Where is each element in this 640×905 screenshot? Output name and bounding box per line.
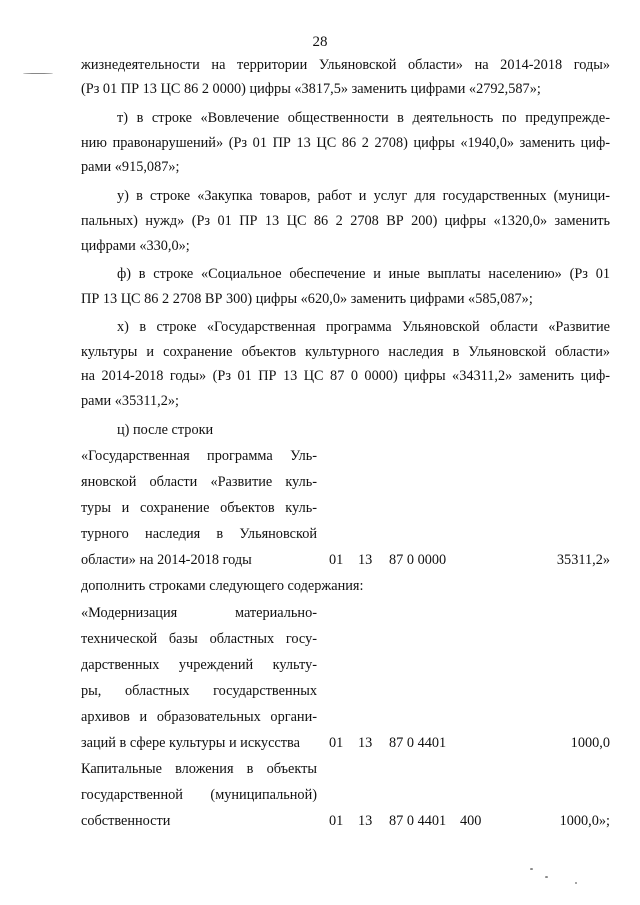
table-row-name-line: государственной (муниципальной): [81, 787, 317, 803]
scan-speck: [545, 876, 548, 878]
table-row-name-line: туры и сохранение объектов куль-: [81, 500, 317, 516]
paragraph-line: рами «35311,2»;: [81, 393, 179, 409]
paragraph-line: т) в строке «Вовлечение общественности в деятельность по предупрежде-: [117, 110, 610, 126]
table-row-name-line: «Модернизация материально-: [81, 605, 317, 621]
scan-speck: [23, 73, 53, 74]
table-cell-pr: 13: [358, 735, 373, 751]
paragraph-line: (Рз 01 ПР 13 ЦС 86 2 0000) цифры «3817,5» заменить цифрами «2792,587»;: [81, 81, 541, 97]
table-row-name-line: ры, областных государственных: [81, 683, 317, 699]
paragraph-line: на 2014-2018 годы» (Рз 01 ПР 13 ЦС 87 0 0000) цифры «34311,2» заменить циф-: [81, 368, 610, 384]
table-cell-cs: 87 0 4401: [389, 735, 447, 751]
table-row-name-line: Капитальные вложения в объекты: [81, 761, 317, 777]
table-cell-rz: 01: [329, 735, 344, 751]
table-row-name-line: яновской области «Развитие куль-: [81, 474, 317, 490]
scan-speck: [530, 868, 533, 870]
table-cell-pr: 13: [358, 552, 373, 568]
paragraph-line: ПР 13 ЦС 86 2 2708 ВР 300) цифры «620,0» заменить цифрами «585,087»;: [81, 291, 533, 307]
table-cell-pr: 13: [358, 813, 373, 829]
paragraph-line: х) в строке «Государственная программа Ульяновской области «Развитие: [117, 319, 610, 335]
table-row-name-line: дарственных учреждений культу-: [81, 657, 317, 673]
table-row-name-line: заций в сфере культуры и искусства: [81, 735, 300, 751]
paragraph-line: дополнить строками следующего содержания:: [81, 578, 364, 594]
table-cell-rz: 01: [329, 552, 344, 568]
paragraph-line: рами «915,087»;: [81, 159, 180, 175]
paragraph-line: ц) после строки: [117, 422, 214, 438]
table-row-name-line: области» на 2014-2018 годы: [81, 552, 252, 568]
table-cell-rz: 01: [329, 813, 344, 829]
paragraph-line: культуры и сохранение объектов культурного наследия в Ульяновской области»: [81, 344, 610, 360]
table-cell-vr: 400: [460, 813, 482, 829]
table-row-name-line: турного наследия в Ульяновской: [81, 526, 317, 542]
paragraph-line: жизнедеятельности на территории Ульяновской области» на 2014-2018 годы»: [81, 57, 610, 73]
table-row-name-line: технической базы областных госу-: [81, 631, 317, 647]
table-cell-cs: 87 0 0000: [389, 552, 447, 568]
paragraph-line: у) в строке «Закупка товаров, работ и услуг для государственных (муници-: [117, 188, 610, 204]
table-row-name-line: архивов и образовательных органи-: [81, 709, 317, 725]
paragraph-line: пальных) нужд» (Рз 01 ПР 13 ЦС 86 2 2708 ВР 200) цифры «1320,0» заменить: [81, 213, 610, 229]
scan-speck: [575, 882, 577, 884]
table-row-name-line: «Государственная программа Уль-: [81, 448, 317, 464]
paragraph-line: ф) в строке «Социальное обеспечение и иные выплаты населению» (Рз 01: [117, 266, 610, 282]
paragraph-line: цифрами «330,0»;: [81, 238, 190, 254]
table-cell-value: 1000,0»;: [559, 813, 610, 829]
table-cell-value: 35311,2»: [556, 552, 610, 568]
page-number: 28: [312, 34, 328, 50]
table-cell-value: 1000,0: [570, 735, 610, 751]
paragraph-line: нию правонарушений» (Рз 01 ПР 13 ЦС 86 2 2708) цифры «1940,0» заменить циф-: [81, 135, 610, 151]
table-cell-cs: 87 0 4401: [389, 813, 447, 829]
table-row-name-line: собственности: [81, 813, 171, 829]
